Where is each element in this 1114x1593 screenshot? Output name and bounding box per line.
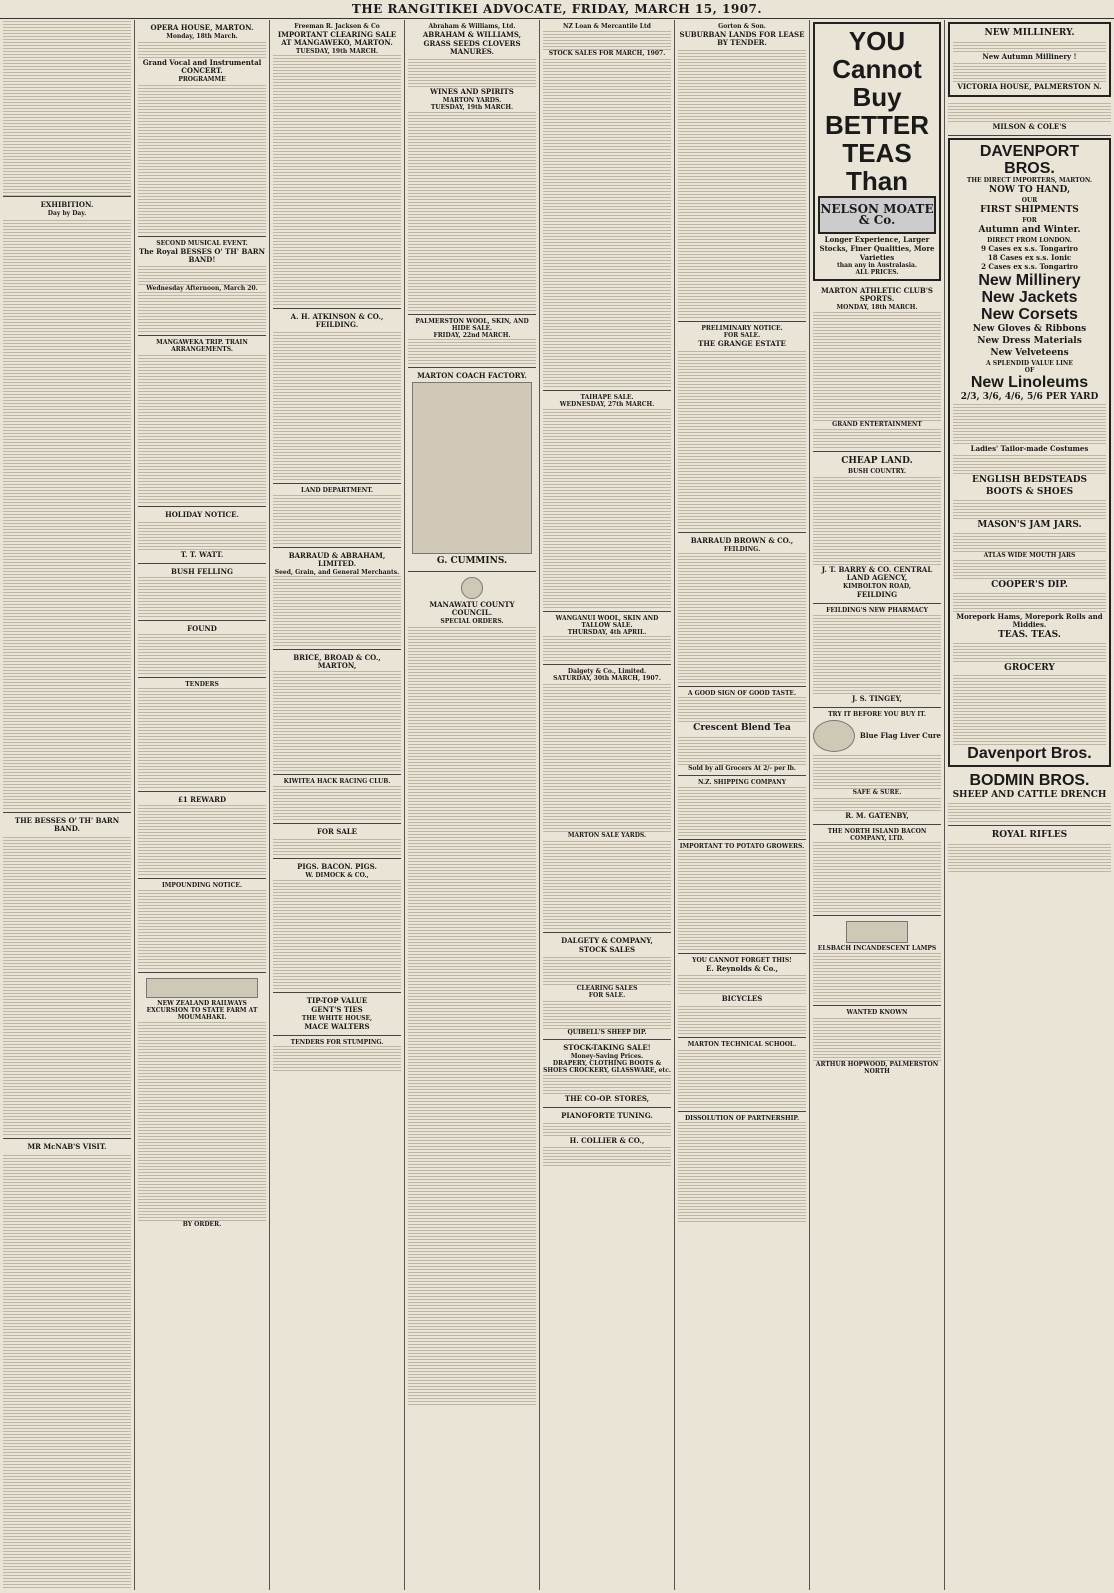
bodmin-title: BODMIN BROS. (969, 772, 1090, 789)
sold-title: Sold by all Grocers At 2/- per lb. (688, 765, 796, 772)
milson-ad (948, 99, 1111, 136)
first-shipments: FIRST SHIPMENTS (980, 205, 1079, 215)
elsbach-ad (813, 916, 941, 1006)
kiwitea-title: KIWITEA HACK RACING CLUB. (283, 778, 391, 785)
velveteens-line: New Velveteens (990, 348, 1069, 358)
kimbolton: KIMBOLTON ROAD, (842, 583, 911, 590)
money-title: Money-Saving Prices. (570, 1053, 644, 1060)
second-event: SECOND MUSICAL EVENT. (156, 240, 248, 247)
rifles-body (948, 842, 1111, 872)
goodtaste-body (678, 697, 806, 722)
blueflag-title: Blue Flag Liver Cure (859, 731, 941, 740)
gorton-ad (678, 20, 806, 322)
bacon-title: THE NORTH ISLAND BACON COMPANY, LTD. (827, 828, 927, 842)
pharmacy-ad (813, 604, 941, 708)
dissolution-body (678, 1122, 806, 1222)
grange-body (678, 349, 806, 529)
lamp-icon (846, 921, 908, 943)
clearing-date: TUESDAY, 19th MARCH. (295, 48, 379, 55)
potato-ad (678, 840, 806, 954)
nowtohand: NOW TO HAND, (988, 185, 1071, 195)
shipping-title: N.Z. SHIPPING COMPANY (697, 779, 787, 786)
clearing-sales-title: CLEARING SALES (576, 985, 638, 992)
splendid-line: A SPLENDID VALUE LINE (986, 360, 1073, 367)
feilding6: FEILDING. (723, 546, 761, 553)
grocery-list (953, 675, 1106, 745)
than-text: Than (845, 166, 909, 196)
buy-text: Buy (852, 82, 902, 112)
boots-shoes: BOOTS & SHOES (985, 487, 1074, 497)
safe-title: SAFE & SURE. (852, 789, 902, 796)
marton-sale-yards: MARTON SALE YARDS. (567, 832, 647, 839)
blueflag-row (813, 718, 941, 754)
coach-title: MARTON COACH FACTORY. (417, 371, 527, 380)
opera-house-title: OPERA HOUSE, MARTON. (150, 23, 254, 32)
atlas-jars: ATLAS WIDE MOUTH JARS (983, 552, 1076, 559)
royal-rifles-ad (948, 826, 1111, 875)
concert-title: Grand Vocal and Instrumental CONCERT. (142, 58, 262, 75)
blueflag-logo-icon (813, 720, 855, 752)
gorton-header: Gorton & Son. (718, 23, 766, 30)
barraud-brown-ad (678, 533, 806, 687)
atkinson-body (273, 330, 401, 480)
taihape-date: WEDNESDAY, 27th MARCH. (559, 401, 655, 408)
palmerston-sale-ad (408, 315, 536, 368)
grass-body (408, 57, 536, 87)
australasia-text: than any in Australasia. (836, 262, 918, 269)
hopwood-name: ARTHUR HOPWOOD, PALMERSTON NORTH (815, 1061, 939, 1075)
teas-text: TEAS (842, 138, 912, 168)
direct-london: DIRECT FROM LONDON. (987, 237, 1072, 244)
holiday-notice-ad (138, 507, 266, 564)
reynolds-name: E. Reynolds & Co., (706, 964, 778, 973)
prices-text: ALL PRICES. (855, 269, 899, 276)
sports-date: MONDAY, 18th MARCH. (836, 304, 918, 311)
dalgety-date: SATURDAY, 30th MARCH, 1907. (553, 675, 661, 682)
railway-crest-icon (146, 978, 258, 998)
sports-title: MARTON ATHLETIC CLUB'S SPORTS. (821, 286, 933, 303)
newmillinery-body (953, 40, 1106, 52)
teas-line: TEAS. TEAS. (998, 630, 1061, 640)
you-text: YOU (848, 26, 906, 56)
bicycles-body (678, 1004, 806, 1034)
freeman-header: Freeman R. Jackson & Co (294, 23, 380, 30)
stocktaking-ad (543, 1040, 671, 1108)
potato-title: IMPORTANT TO POTATO GROWERS. (679, 843, 805, 850)
feilding7: FEILDING (856, 590, 898, 599)
ladies-body (953, 454, 1106, 474)
suburban-title: SUBURBAN LANDS FOR LEASE BY TENDER. (679, 30, 805, 47)
land-title: LAND DEPARTMENT. (301, 487, 373, 494)
byorder: BY ORDER. (182, 1221, 222, 1228)
milson-title: MILSON & COLE'S (992, 122, 1067, 131)
linoleums-line: New Linoleums (970, 374, 1089, 391)
nzloan-ad (543, 20, 671, 391)
barraud-ad (273, 548, 401, 650)
experience-text: Longer Experience, Larger Stocks, Finer Qualities, More Varieties (819, 235, 935, 262)
dalgety-ad (543, 665, 671, 933)
sports-results-text (3, 20, 131, 197)
tiptop-title: TIP-TOP VALUE (306, 996, 368, 1005)
council-crest-icon (461, 577, 483, 599)
davenport-footer: Davenport Bros. (967, 745, 1092, 762)
sports-ad (813, 283, 941, 452)
band-details (138, 292, 266, 332)
impounding-body (138, 889, 266, 969)
stock-title: STOCK SALES FOR MARCH, 1907. (548, 50, 666, 57)
mace-name: MACE WALTERS (304, 1022, 370, 1031)
elsbach-body (813, 952, 941, 1002)
better-text: BETTER (825, 110, 929, 140)
tenders-body (138, 688, 266, 788)
reward-body (138, 805, 266, 875)
pigs-body (273, 879, 401, 989)
teas-body (953, 642, 1106, 662)
brice-ad (273, 650, 401, 775)
cheap-body (813, 475, 941, 565)
preliminary-title: PRELIMINARY NOTICE. (701, 325, 783, 332)
barraud-body (273, 576, 401, 646)
council-ad (408, 572, 536, 1408)
of-text: OF (1024, 367, 1035, 374)
autumn-body (953, 62, 1106, 82)
atlas-body (953, 559, 1106, 579)
goodtaste-title: A GOOD SIGN OF GOOD TASTE. (687, 690, 797, 697)
newmillinery-title: NEW MILLINERY. (984, 28, 1075, 38)
mason-jars: MASON'S JAM JARS. (977, 520, 1082, 530)
impounding-title: IMPOUNDING NOTICE. (161, 882, 243, 889)
ties-title: GENT'S TIES (311, 1005, 363, 1014)
bacon-body (813, 842, 941, 912)
coach-factory-ad (408, 368, 536, 572)
brice-title: BRICE, BROAD & CO., MARTON, (293, 653, 381, 670)
bush-country: BUSH COUNTRY. (848, 468, 906, 475)
friday-date: FRIDAY, 22nd MARCH. (433, 332, 511, 339)
opera-house-ad (138, 20, 266, 237)
holiday-title: HOLIDAY NOTICE. (165, 510, 239, 519)
nzloan-header: NZ Loan & Mercantile Ltd (563, 23, 651, 30)
pharmacy-body (813, 614, 941, 694)
barraud-brown-title: BARRAUD BROWN & CO., (690, 536, 794, 545)
wanganui-title: WANGANUI WOOL, SKIN AND TALLOW SALE. (555, 615, 659, 629)
mason-body (953, 532, 1106, 552)
shipping-body (678, 786, 806, 836)
gloves-line: New Gloves & Ribbons (972, 324, 1087, 334)
exhibition-article (3, 197, 131, 813)
dalgety-title: DALGETY & COMPANY, (561, 936, 653, 945)
bodmin-body (948, 802, 1111, 822)
clearing-body (273, 55, 401, 305)
linoleum-prices: 2/3, 3/6, 4/6, 5/6 PER YARD (960, 392, 1099, 402)
tryit-title: TRY IT BEFORE YOU BUY IT. (828, 711, 926, 718)
marton-yards-body (543, 839, 671, 929)
taihape-body (543, 408, 671, 608)
band-text (138, 265, 266, 285)
tenders-title: TENDERS (185, 681, 219, 688)
cannot-text: Cannot (832, 54, 922, 84)
dress-line: New Dress Materials (977, 336, 1082, 346)
dalgety2-ad (543, 933, 671, 1040)
besses-article (3, 813, 131, 1139)
railways-ad (138, 973, 266, 1231)
blueflag-ad (813, 708, 941, 825)
grass-title: GRASS SEEDS CLOVERS MANURES. (423, 39, 521, 56)
piano-ad (543, 1108, 671, 1169)
coopers-dip: COOPER'S DIP. (991, 580, 1068, 590)
yards-body (408, 111, 536, 311)
palmerston-body (408, 339, 536, 364)
watt-name: T. T. WATT. (180, 550, 224, 559)
besses-title: THE BESSES O' TH' BARN BAND. (14, 816, 120, 833)
stumping-ad (273, 1036, 401, 1074)
reward-ad (138, 792, 266, 879)
kiwitea-ad (273, 775, 401, 824)
freeman-jackson-ad (273, 20, 401, 309)
stocksales-title: STOCK SALES (578, 945, 636, 954)
sheep-drench: SHEEP AND CATTLE DRENCH (952, 790, 1107, 800)
quibell-title: QUIBELL'S SHEEP DIP. (567, 1029, 647, 1036)
mcnab-title: MR McNAB'S VISIT. (27, 1142, 107, 1151)
stocksales-body (543, 955, 671, 985)
coop-title: THE CO-OP. STORES, (564, 1094, 650, 1103)
abraham-williams-ad (408, 20, 536, 315)
cases-line-2: 18 Cases ex s.s. Ionic (987, 253, 1072, 262)
programme-list (138, 83, 266, 233)
nelson-tea-ad (813, 22, 941, 281)
excursion-title: EXCURSION TO STATE FARM AT MOUMAHAKI. (146, 1007, 258, 1021)
barraud-brown-body (678, 553, 806, 683)
exhibition-subtitle: Day by Day. (47, 210, 87, 217)
exhibition-body (3, 219, 131, 809)
taihape-title: TAIHAPE SALE. (580, 394, 634, 401)
land-body (273, 494, 401, 544)
column-8 (945, 20, 1114, 1590)
collier-body (543, 1146, 671, 1166)
railways-title: NEW ZEALAND RAILWAYS (157, 1000, 247, 1007)
opera-date: Monday, 18th March. (166, 33, 238, 40)
council-body (408, 625, 536, 1405)
crescent-body (678, 735, 806, 765)
mcnab-body (3, 1153, 131, 1590)
bacon-ad (813, 825, 941, 916)
opera-text (138, 40, 266, 58)
bush-body (138, 577, 266, 617)
drapery-body (543, 1074, 671, 1094)
english-bedsteads: ENGLISH BEDSTEADS (971, 475, 1088, 485)
barraud-title: BARRAUD & ABRAHAM, LIMITED. (288, 551, 386, 568)
cheap-title: CHEAP LAND. (841, 456, 913, 466)
exhibition-title: EXHIBITION. (40, 200, 94, 209)
cheap-land-ad (813, 452, 941, 604)
safe-body (813, 796, 941, 811)
palmerston-title: PALMERSTON WOOL, SKIN, AND HIDE SALE. (415, 318, 529, 332)
barry-title: J. T. BARRY & CO. CENTRAL LAND AGENCY, (821, 565, 933, 582)
column-5 (540, 20, 675, 1590)
column-4 (405, 20, 540, 1590)
council-title: MANAWATU COUNTY COUNCIL. (429, 600, 515, 617)
whitehouse-name: THE WHITE HOUSE, (301, 1015, 373, 1022)
impounding-ad (138, 879, 266, 973)
mangaweka-title: MANGAWEKA TRIP. TRAIN ARRANGEMENTS. (156, 339, 248, 353)
pigs-title: PIGS. BACON. PIGS. (297, 862, 377, 871)
land-dept-ad (273, 484, 401, 548)
mangaweka-trip-ad (138, 336, 266, 507)
column-1 (0, 20, 135, 1590)
technical-ad (678, 1038, 806, 1112)
mangaweka-body (138, 353, 266, 503)
reynolds-ad (678, 954, 806, 1038)
boots-body (953, 499, 1106, 519)
wanganui-body (543, 636, 671, 661)
dalgety-body (543, 682, 671, 832)
stumping-title: TENDERS FOR STUMPING. (290, 1039, 384, 1046)
tuesday-date: TUESDAY, 19th MARCH. (430, 104, 514, 111)
technical-body (678, 1048, 806, 1108)
nzloan-intro (543, 30, 671, 50)
reynolds-text (678, 974, 806, 994)
shipping-ad (678, 776, 806, 840)
dalgety-header: Dalgety & Co., Limited. (567, 668, 647, 675)
forsale6-title: FOR SALE. (723, 332, 761, 339)
potato-body (678, 850, 806, 950)
linoleum-body (953, 404, 1106, 444)
ladies-costumes: Ladies' Tailor-made Costumes (970, 444, 1089, 453)
forsale-title: FOR SALE (316, 827, 358, 836)
holiday-body (138, 520, 266, 550)
column-7 (810, 20, 945, 1590)
ties-ad (273, 993, 401, 1036)
tingey-name: J. S. TINGEY, (851, 694, 903, 703)
brice-body (273, 671, 401, 771)
autumn-title: New Autumn Millinery ! (982, 52, 1077, 61)
excursion-body (138, 1021, 266, 1221)
forsale-body (273, 837, 401, 855)
collier-name: H. COLLIER & CO., (569, 1136, 645, 1145)
forsale5-body (543, 999, 671, 1029)
crescent-tea-ad (678, 687, 806, 776)
forsale5-title: FOR SALE. (588, 992, 626, 999)
stocktaking-title: STOCK-TAKING SALE! (563, 1043, 651, 1052)
mcnab-article (3, 1139, 131, 1590)
masthead: THE RANGITIKEI ADVOCATE, FRIDAY, MARCH 15, 1907. (0, 0, 1114, 19)
morepork-line: Morepork Hams, Morepork Rolls and Middies. (956, 612, 1103, 629)
autumn-winter: Autumn and Winter. (978, 225, 1081, 235)
reward-title: £1 REWARD (177, 795, 227, 804)
gatenby-name: R. M. GATENBY, (845, 811, 909, 820)
suburban-body (678, 48, 806, 318)
cases-line-1: 9 Cases ex s.s. Tongariro (981, 244, 1078, 253)
for-text: FOR (1022, 217, 1037, 224)
crescent-title: Crescent Blend Tea (693, 723, 791, 733)
wanganui-ad (543, 612, 671, 665)
hopwood-body (813, 1016, 941, 1061)
kiwitea-body (273, 785, 401, 820)
abraham-title: ABRAHAM & WILLIAMS, (422, 30, 522, 39)
column-6 (675, 20, 810, 1590)
clearing-title: IMPORTANT CLEARING SALE AT MANGAWEKO, MARTON. (277, 30, 397, 47)
piano-body (543, 1121, 671, 1136)
technical-title: MARTON TECHNICAL SCHOOL. (687, 1041, 797, 1048)
royal-band: The Royal BESSES O' TH' BARN BAND! (138, 247, 266, 264)
column-2 (135, 20, 270, 1590)
cummins-name: G. CUMMINS. (436, 556, 508, 566)
band-event-ad (138, 237, 266, 336)
sports-body (813, 311, 941, 421)
blueflag-body (813, 754, 941, 789)
wanted-known: WANTED KNOWN (846, 1009, 908, 1016)
direct-importers: THE DIRECT IMPORTERS, MARTON. (966, 177, 1093, 184)
besses-body (3, 835, 131, 1135)
dissolution-title: DISSOLUTION OF PARTNERSHIP. (684, 1115, 800, 1122)
grange-title: THE GRANGE ESTATE (698, 339, 786, 348)
grocery-line: GROCERY (1004, 663, 1055, 673)
pharmacy-title: FEILDING'S NEW PHARMACY (826, 607, 928, 614)
wanganui-date: THURSDAY, 4th APRIL. (567, 629, 647, 636)
grand-entertainment: GRAND ENTERTAINMENT (832, 421, 922, 428)
bodmin-ad (948, 769, 1111, 826)
found-body (138, 634, 266, 674)
dissolution-ad (678, 1112, 806, 1225)
hopwood-ad (813, 1006, 941, 1078)
millinery-line: New Millinery (978, 272, 1081, 289)
dimock-name: W. DIMOCK & CO., (305, 872, 369, 879)
special-orders: SPECIAL ORDERS. (440, 618, 504, 625)
tenders-ad (138, 678, 266, 792)
milson-text (948, 102, 1111, 122)
cooper-body (953, 592, 1106, 612)
band-date: Wednesday Afternoon, March 20. (146, 285, 258, 292)
found-ad (138, 621, 266, 678)
davenport-title: DAVENPORT BROS. (979, 143, 1080, 177)
abraham-header: Abraham & Williams, Ltd. (428, 23, 516, 30)
marton-yards: MARTON YARDS. (442, 97, 502, 104)
coach-illustration-icon (412, 382, 532, 554)
column-3 (270, 20, 405, 1590)
jackets-line: New Jackets (981, 289, 1078, 306)
grand-body (813, 428, 941, 448)
victoria-title: VICTORIA HOUSE, PALMERSTON N. (957, 82, 1102, 91)
bicycles-title: BICYCLES (721, 994, 763, 1003)
taihape-ad (543, 391, 671, 612)
davenport-ad (948, 138, 1111, 767)
programme-title: PROGRAMME (178, 76, 226, 83)
piano-title: PIANOFORTE TUNING. (561, 1111, 653, 1120)
nelson-logo: NELSON MOATE & Co. (818, 196, 936, 234)
corsets-line: New Corsets (981, 306, 1078, 323)
victoria-millinery-ad (948, 22, 1111, 97)
atkinson-ad (273, 309, 401, 484)
nzloan-body (543, 57, 671, 387)
drapery-title: DRAPERY, CLOTHING BOOTS & SHOES CROCKERY, GLASSWARE, etc. (543, 1060, 671, 1074)
elsbach-title: ELSBACH INCANDESCENT LAMPS (817, 945, 937, 952)
forget-title: YOU CANNOT FORGET THIS! (692, 957, 792, 964)
bush-felling-ad (138, 564, 266, 621)
atkinson-title: A. H. ATKINSON & CO., FEILDING. (290, 312, 384, 329)
stumping-body (273, 1046, 401, 1071)
cases-line-3: 2 Cases ex s.s. Tongariro (981, 262, 1078, 271)
found-title: FOUND (187, 624, 217, 633)
pigs-ad (273, 859, 401, 993)
royal-rifles-title: ROYAL RIFLES (991, 830, 1068, 840)
our-text: OUR (1021, 197, 1038, 204)
seed-title: Seed, Grain, and General Merchants. (274, 569, 400, 576)
wines-title: WINES AND SPIRITS (430, 87, 514, 96)
grange-ad (678, 322, 806, 533)
bush-title: BUSH FELLING (171, 567, 233, 576)
forsale-ad (273, 824, 401, 859)
